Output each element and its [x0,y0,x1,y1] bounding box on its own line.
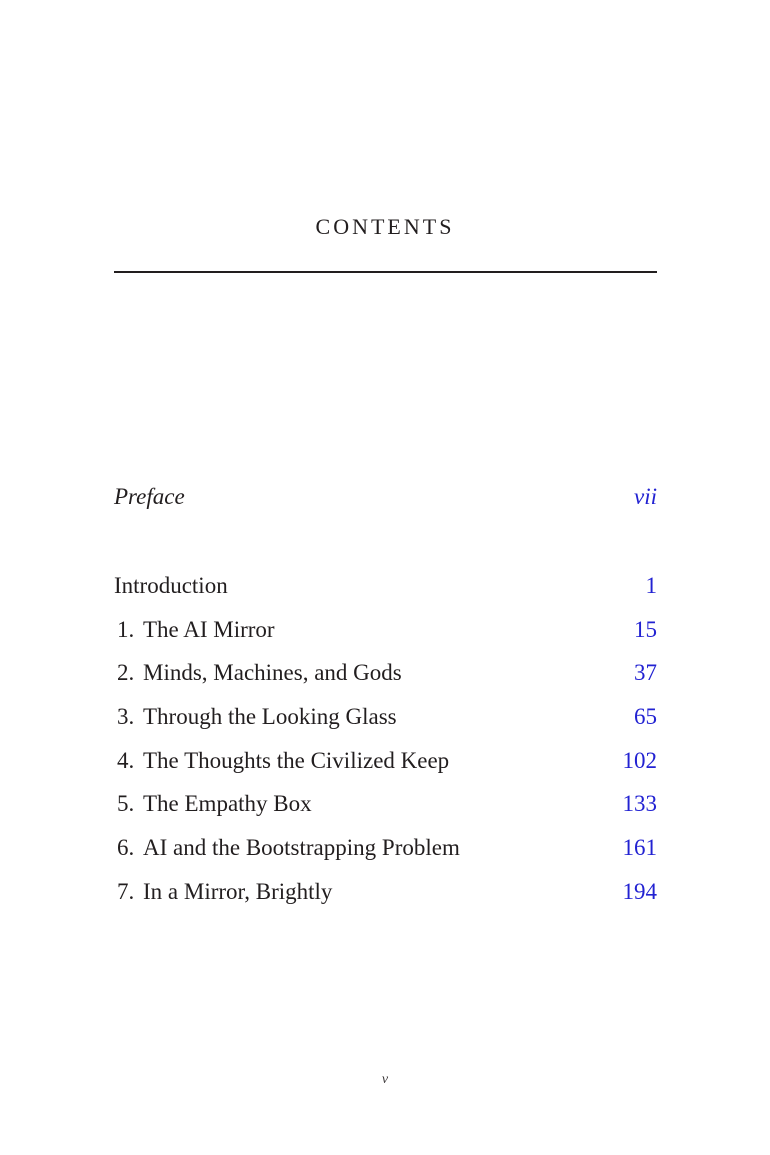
toc-entry-list [114,571,657,921]
toc-entry-label: Through the Looking Glass [143,704,397,730]
toc-entry-chapter [114,658,657,702]
toc-entry-label: AI and the Bootstrapping Problem [143,835,460,861]
chapter-number: 3. [117,704,135,730]
toc-entry-label: Preface [114,484,185,509]
toc-entry-label: The AI Mirror [143,616,275,642]
folio-page-number: v [381,1072,389,1087]
toc-entry-chapter [114,746,657,790]
toc-entry-label: The Thoughts the Civilized Keep [143,747,450,773]
toc-page-link[interactable]: 1 [645,573,657,598]
toc-page-link[interactable]: 15 [634,616,657,642]
page-title: CONTENTS [315,214,455,239]
toc-page-link[interactable]: 37 [634,660,657,686]
chapter-number: 2. [117,660,135,686]
toc-entry-label: In a Mirror, Brightly [143,878,333,904]
toc-page-link[interactable]: 102 [622,747,657,773]
chapter-number: 1. [117,616,135,642]
toc-entry-chapter [114,702,657,746]
toc-entry-chapter [114,877,657,921]
chapter-number: 4. [117,747,135,773]
chapter-number: 5. [117,791,135,817]
toc-page-link[interactable]: 194 [622,878,657,904]
toc-entry-label: Introduction [114,573,228,598]
toc-page-link[interactable]: vii [634,484,657,509]
chapter-number: 7. [117,878,135,904]
toc-entry-chapter [114,789,657,833]
toc-page-link[interactable]: 133 [622,791,657,817]
title-divider-rule [114,271,657,273]
toc-page-link[interactable]: 161 [622,835,657,861]
toc-entry-label: The Empathy Box [143,791,312,817]
toc-entry-label: Minds, Machines, and Gods [143,660,402,686]
toc-entry-preface [114,482,657,512]
toc-entry-chapter [114,833,657,877]
toc-entry-introduction [114,571,657,615]
chapter-number: 6. [117,835,135,861]
toc-page-link[interactable]: 65 [634,704,657,730]
toc-entry-chapter [114,615,657,659]
